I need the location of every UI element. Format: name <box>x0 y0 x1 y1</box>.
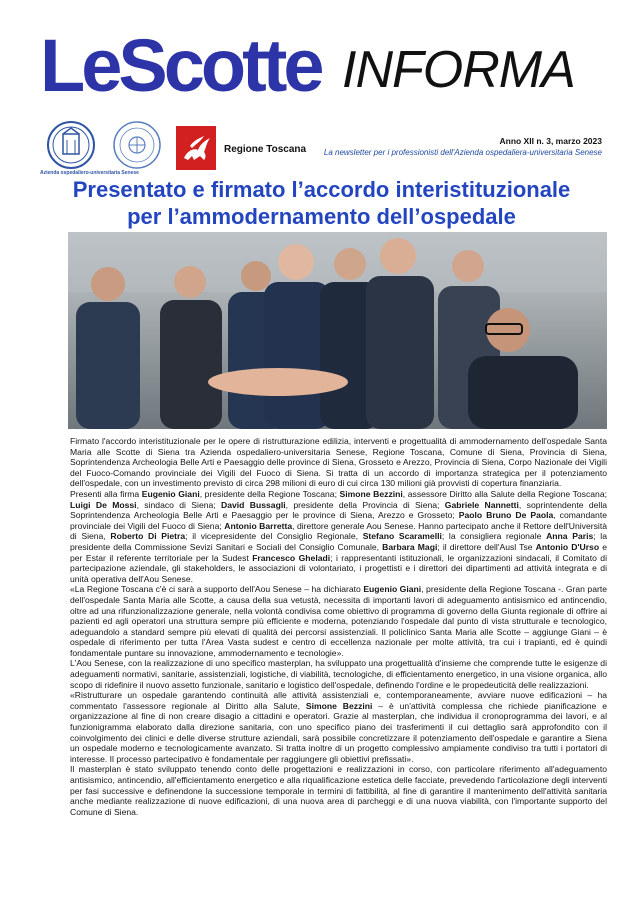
bold-name: Stefano Scaramelli <box>362 531 442 542</box>
newsletter-tagline: La newsletter per i professionisti dell'Azienda ospedaliera-universitaria Senese <box>323 148 602 157</box>
paragraph-masterplan: L'Aou Senese, con la realizzazione di uno specifico masterplan, ha sviluppato una progettualità d'insieme che comprende tutte le esigenze di adeguamenti normativi, sanitarie, assistenziali, logistiche, di viabilità, tecnologiche, di efficientamento energetico, in una visione organica, allo scopo di ridefinire il nuovo assetto funzionale, sanitario e logistico dell'ospedale, definendo l'ordine e le propedeuticità delle realizzazioni. <box>70 658 607 690</box>
brand-subtitle: INFORMA <box>342 41 575 99</box>
headline-line-2: per l’ammodernamento dell’ospedale <box>127 204 516 229</box>
bold-name: Antonio D'Urso <box>535 541 600 552</box>
aou-seal-logo <box>46 120 96 170</box>
bold-name: Eugenio Giani <box>141 488 200 499</box>
group-photo-image <box>68 232 607 429</box>
bold-name: Paolo Bruno De Paola <box>458 510 554 521</box>
bold-name: Simone Bezzini <box>339 488 403 499</box>
paragraph-conclusion: Il masterplan è stato sviluppato tenendo conto delle progettazioni e realizzazioni in corso, con particolare riferimento all'adeguamento antisismico, antincendio, all'efficientamento energetico e alla riqualificazione estetica delle facciate, prevedendo l'articolazione degli interventi per fasi successive e definendone la successione temporale in termini di fattibilità, al fine di garantire il mantenimento dell'attività sanitaria anche mediante realizzazione di nuove edificazioni, di una nuova area di parcheggi e di una nuova viabilità, con l'importante supporto del Comune di Siena. <box>70 764 607 817</box>
bold-name: Gabriele Nannetti <box>444 499 519 510</box>
article-body <box>70 436 607 817</box>
bold-name: Roberto Di Pietra <box>110 531 186 542</box>
article-headline <box>40 176 603 230</box>
bold-name: Eugenio Giani <box>363 584 422 595</box>
headline-line-1: Presentato e firmato l’accordo interistituzionale <box>72 177 571 202</box>
region-name: Regione Toscana <box>224 144 307 155</box>
aou-logo-label: Azienda ospedaliero-universitaria Senese <box>40 170 139 176</box>
bold-name: Barbara Magi <box>382 541 438 552</box>
pegasus-icon <box>176 126 216 170</box>
bold-name: Luigi De Mossi <box>70 499 137 510</box>
bold-name: David Bussagli <box>221 499 286 510</box>
bold-name: Simone Bezzini <box>305 700 373 711</box>
bold-name: Francesco Gheladi <box>252 552 331 563</box>
paragraph-bezzini-quote: «Ristrutturare un ospedale garantendo continuità alle attività assistenziali e, contemporaneamente, avviare nuove edificazioni – ha commentato l'assessore regionale al Diritto alla Salute, Simone Bezzini – è un'attività complessa che richiede pianificazione e organizzazione al fine di non creare disagio a cittadini e operatori. Grazie al masterplan, che individua il cronoprogramma dei lavori, e al funzionigramma elaborato dalla direzione sanitaria, con uno specifico piano dei trasferimenti il cui dettaglio sarà approfondito con il coinvolgimento dei clinici e delle diverse strutture aziendali, sarà possibile concretizzare il potenziamento dell'ospedale e garantire a Siena un ospedale moderno e tecnologicamente avanzato. Si tratta inoltre di un progetto complessivo ampiamente condiviso tra tutti i portatori di interesse. Il processo partecipativo è fondamentale per raggiungere gli obiettivi prefissati». <box>70 690 608 764</box>
paragraph-giani-quote: «La Regione Toscana c'è ci sarà a supporto dell'Aou Senese – ha dichiarato Eugenio Giani, presidente della Regione Toscana -. Gran parte dell'ospedale Santa Maria alle Scotte, a causa della sua vetustà, necessita di importanti lavori di adeguamento antisismico ed antincendio, oltre ad una rifunzionalizzazione generale, nella volontà condivisa come obiettivo di programma di governo della Giunta regionale di offrire ai pazienti ed agli operatori una struttura sempre più efficiente e moderna, potenziando l'ospedale dal punto di vista strutturale e tecnologico, adeguandolo a standard sempre più elevati di qualità dei percorsi assistenziali. Il policlinico Santa Maria alle Scotte – aggiunge Giani – è ospedale di riferimento per tutta l'Area Vasta sudest e centro di eccellenza nazionale per molte attività, tra cui i trapianti, ed è quindi fondamentale puntare su innovazione, ammodernamento e tecnologie». <box>70 584 607 658</box>
issue-info: Anno XII n. 3, marzo 2023 <box>499 136 602 146</box>
article-photo <box>68 232 607 429</box>
logo-bar <box>40 120 606 176</box>
brand-title: LeScotte <box>40 24 321 107</box>
paragraph-intro: Firmato l'accordo interistituzionale per le opere di ristrutturazione edilizia, interventi e progettualità di ammodernamento dell'ospedale Santa Maria alle Scotte di Siena tra Azienda ospedaliero-universitaria Senese, Regione Toscana, Comune di Siena, Provincia di Siena, Soprintendenza Archeologia Belle Arti e Paesaggio delle province di Siena, Grosseto e Arezzo, Provincia di Siena, Corpo Nazionale dei Vigili del Fuoco-Comando provinciale dei Vigili del Fuoco di Siena. Si tratta di un accordo di importanza strategica per il potenziamento dell'ospedale, con un investimento previsto di circa 298 milioni di euro di cui circa 130 milioni già provvisti di copertura finanziaria. <box>70 436 607 489</box>
paragraph-attendees: Presenti alla firma Eugenio Giani, presidente della Regione Toscana; Simone Bezzini, assessore Diritto alla Salute della Regione Toscana; Luigi De Mossi, sindaco di Siena; David Bussagli, presidente della Provincia di Siena; Gabriele Nannetti, soprintendente della Soprintendenza Archeologia Belle Arti e Paesaggio per le province di Siena, Arezzo e Grosseto; Paolo Bruno De Paola, comandante provinciale dei Vigili del Fuoco di Siena; Antonio Barretta, direttore generale Aou Senese. Hanno partecipato anche il Rettore dell'Università di Siena, Roberto Di Pietra; il vicepresidente del Consiglio Regionale, Stefano Scaramelli; la consigliera regionale Anna Paris; la presidente della Commissione Sevizi Sanitari e Sociali del Consiglio Comunale, Barbara Magi; il direttore dell'Ausl Tse Antonio D'Urso e per Estar il referente territoriale per la Sudest Francesco Gheladi; i rappresentanti istituzionali, le organizzazioni sindacali, il Comitato di partecipazione aziendale, gli stakeholders, le associazioni di volontariato, i progettisti e i direttori dei dipartimenti ad attività integrata e di unità operativa dell'Aou Senese. <box>70 488 608 584</box>
bold-name: Antonio Barretta <box>224 520 293 531</box>
masthead <box>40 26 610 106</box>
university-seal-logo <box>112 120 162 170</box>
bold-name: Anna Paris <box>546 531 594 542</box>
